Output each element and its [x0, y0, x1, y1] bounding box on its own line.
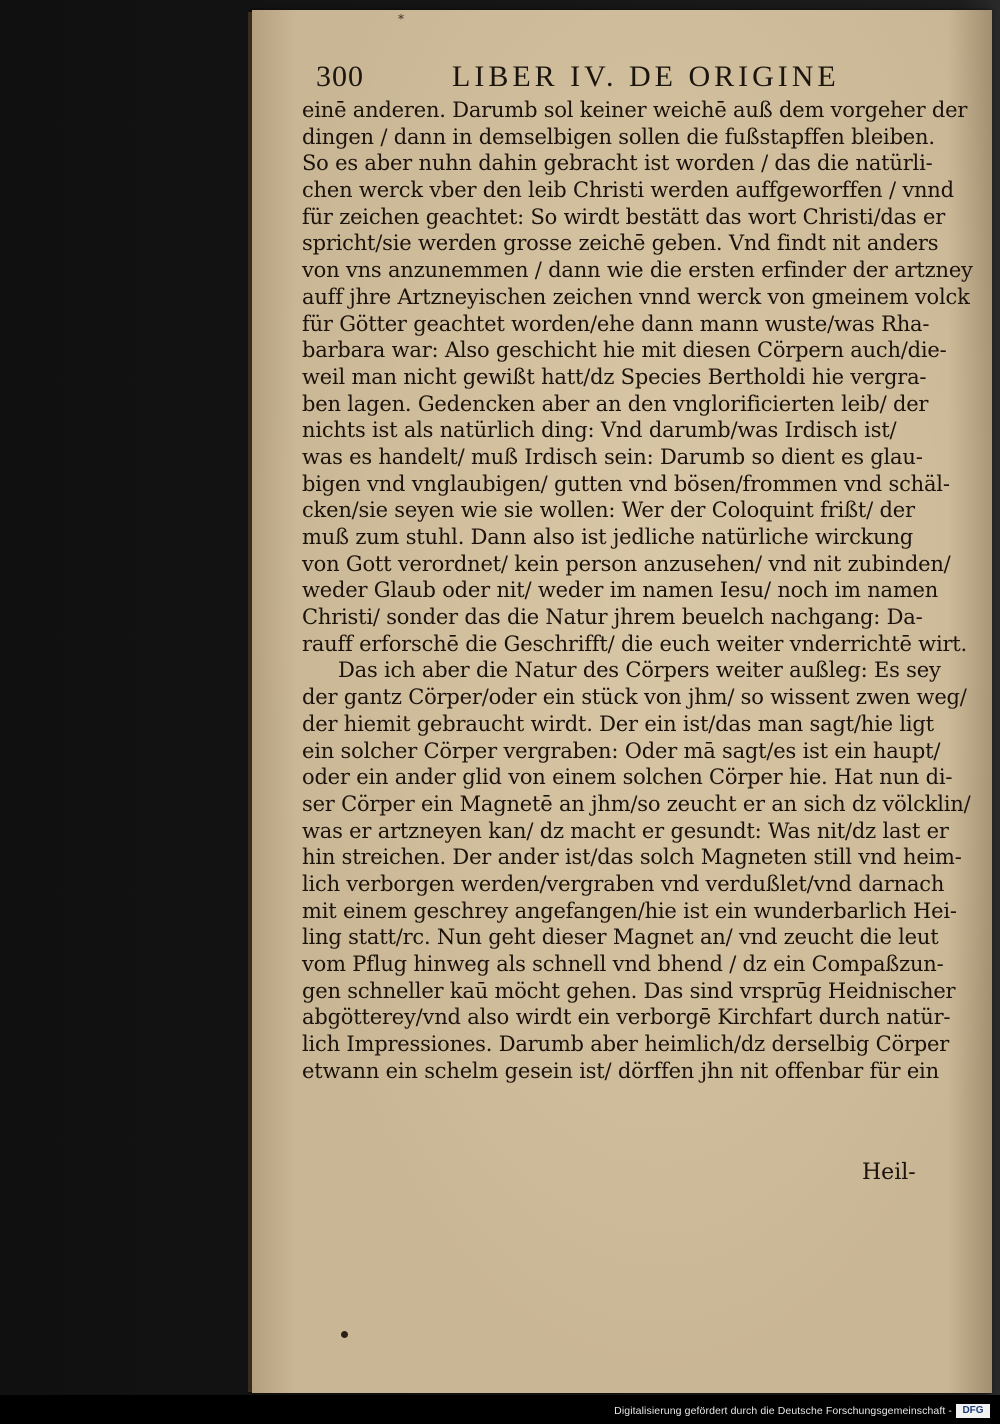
footer-credit: Digitalisierung gefördert durch die Deutsche Forschungsgemeinschaft -	[614, 1405, 952, 1417]
text-line: So es aber nuhn dahin gebracht ist worden / das die natürli-	[302, 151, 933, 176]
text-line: rauff erforschē die Geschrifft/ die euch weiter vnderrichtē wirt.	[302, 631, 968, 656]
text-line: von Gott verordnet/ kein person anzusehen/ vnd nit zubinden/	[302, 551, 951, 576]
text-line: von vns anzunemmen / dann wie die ersten erfinder der artzney	[302, 258, 973, 283]
text-line: nichts ist als natürlich ding: Vnd darumb/was Irdisch ist/	[302, 418, 897, 443]
text-line: für Götter geachtet worden/ehe dann mann wuste/was Rha-	[302, 311, 930, 336]
text-line: Christi/ sonder das die Natur jhrem beuelch nachgang: Da-	[302, 605, 923, 630]
text-line: ser Cörper ein Magnetē an jhm/so zeucht er an sich dz völcklin/	[302, 791, 971, 816]
page-header	[316, 58, 936, 98]
text-line: der gantz Cörper/oder ein stück von jhm/ so wissent zwen weg/	[302, 685, 967, 710]
text-line: spricht/sie werden grosse zeichē geben. Vnd findt nit anders	[302, 231, 939, 256]
text-line: Das ich aber die Natur des Cörpers weiter außleg: Es sey	[338, 658, 941, 683]
text-line: lich Impressiones. Darumb aber heimlich/dz derselbig Cörper	[302, 1032, 950, 1057]
text-line: mit einem geschrey angefangen/hie ist ein wunderbarlich Hei-	[302, 898, 957, 923]
text-line: was er artzneyen kan/ dz macht er gesundt: Was nit/dz last er	[302, 818, 949, 843]
text-line: gen schneller kaū möcht gehen. Das sind vrsprūg Heidnischer	[302, 978, 956, 1003]
running-title: LIBER IV. DE ORIGINE	[452, 60, 840, 93]
text-line: dingen / dann in demselbigen sollen die fußstapffen bleiben.	[302, 124, 935, 149]
text-line: bigen vnd vnglaubigen/ gutten vnd bösen/frommen vnd schäl-	[302, 471, 950, 496]
text-line: oder ein ander glid von einem solchen Cörper hie. Hat nun di-	[302, 765, 953, 790]
text-line: was es handelt/ muß Irdisch sein: Darumb so dient es glau-	[302, 444, 923, 469]
text-line: auff jhre Artzneyischen zeichen vnnd werck von gmeinem volck	[302, 284, 970, 309]
text-line: etwann ein schelm gesein ist/ dörffen jhn nit offenbar für ein	[302, 1058, 939, 1083]
text-line: ben lagen. Gedencken aber an den vnglorificierten leib/ der	[302, 391, 929, 416]
text-line: ein solcher Cörper vergraben: Oder mā sagt/es ist ein haupt/	[302, 738, 941, 763]
text-line: der hiemit gebraucht wirdt. Der ein ist/das man sagt/hie ligt	[302, 711, 934, 736]
printer-mark: *	[398, 12, 404, 26]
text-line: für zeichen geachtet: So wirdt bestätt das wort Christi/das er	[302, 204, 946, 229]
ink-dot	[341, 1331, 348, 1338]
text-line: weder Glaub oder nit/ weder im namen Iesu/ noch im namen	[302, 578, 939, 603]
body-text	[302, 97, 973, 1084]
text-line: barbara war: Also geschicht hie mit diesen Cörpern auch/die-	[302, 338, 947, 363]
text-line: lich verborgen werden/vergraben vnd verdußlet/vnd darnach	[302, 871, 945, 896]
text-line: chen werck vber den leib Christi werden auffgeworffen / vnnd	[302, 178, 954, 203]
catchword: Heil-	[862, 1160, 916, 1185]
text-line: hin streichen. Der ander ist/das solch Magneten still vnd heim-	[302, 845, 962, 870]
text-line: abgötterey/vnd also wirdt ein verborgē Kirchfart durch natür-	[302, 1005, 951, 1030]
text-line: cken/sie seyen wie sie wollen: Wer der Coloquint frißt/ der	[302, 498, 915, 523]
text-line: muß zum stuhl. Dann also ist jedliche natürliche wirckung	[302, 525, 914, 549]
text-line: einē anderen. Darumb sol keiner weichē auß dem vorgeher der	[302, 98, 968, 122]
text-line: vom Pflug hinweg als schnell vnd bhend / dz ein Compaßzun-	[302, 952, 944, 976]
text-line: ling statt/rc. Nun geht dieser Magnet an/ vnd zeucht die leut	[302, 925, 939, 950]
text-line: weil man nicht gewißt hatt/dz Species Bertholdi hie vergra-	[302, 364, 927, 389]
dfg-logo: DFG	[956, 1404, 990, 1418]
page-number: 300	[316, 60, 364, 93]
